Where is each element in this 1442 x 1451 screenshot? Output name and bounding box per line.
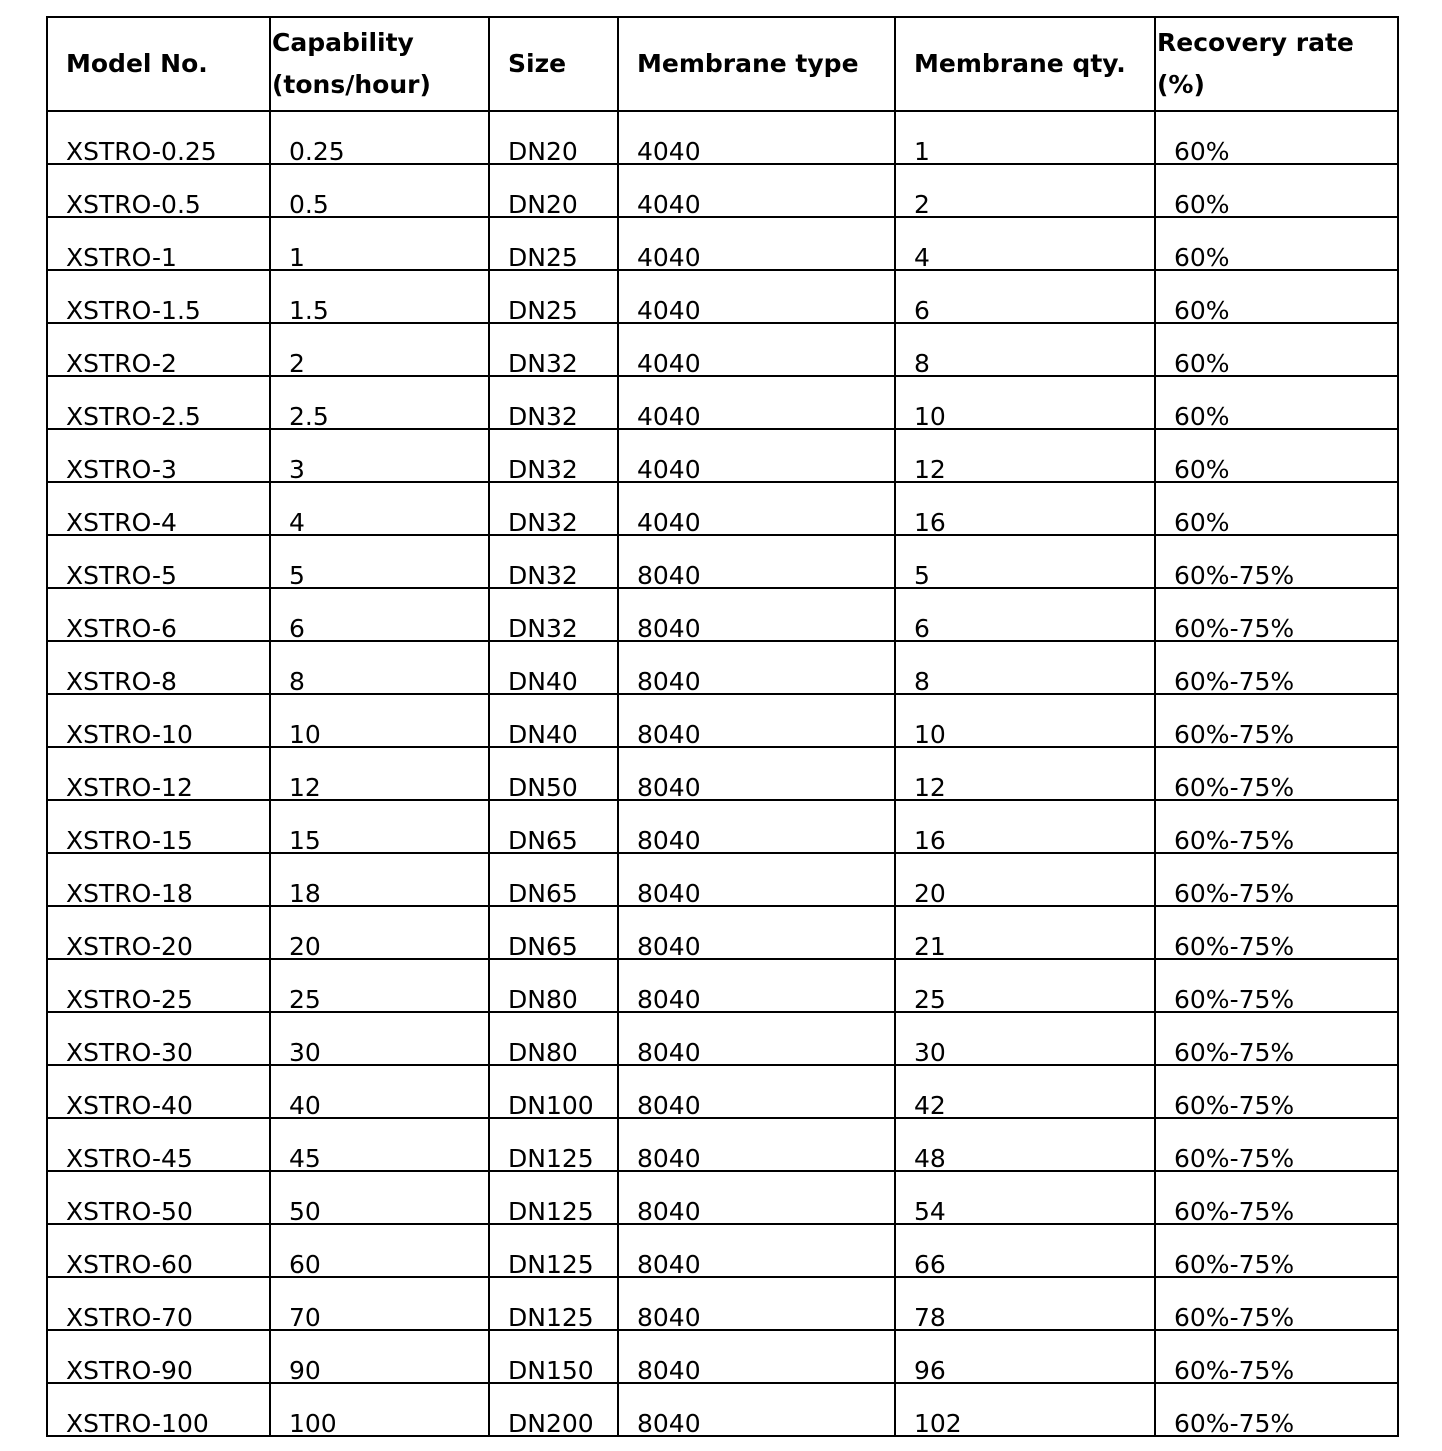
- cell-membrane-type: 8040: [618, 1171, 895, 1224]
- cell-size: DN32: [489, 323, 618, 376]
- cell-size: DN32: [489, 535, 618, 588]
- cell-recovery-rate: 60%: [1155, 482, 1398, 535]
- cell-size: DN40: [489, 694, 618, 747]
- cell-recovery-rate: 60%-75%: [1155, 1118, 1398, 1171]
- cell-capability: 5: [270, 535, 489, 588]
- table-row: [47, 959, 1398, 1012]
- cell-size: DN125: [489, 1118, 618, 1171]
- header-capability-line1: Capability: [272, 28, 414, 57]
- table-row: [47, 1171, 1398, 1224]
- cell-capability: 12: [270, 747, 489, 800]
- cell-membrane-qty: 25: [895, 959, 1155, 1012]
- cell-capability: 20: [270, 906, 489, 959]
- cell-size: DN32: [489, 482, 618, 535]
- cell-model-no: XSTRO-90: [47, 1330, 270, 1383]
- cell-membrane-type: 8040: [618, 1383, 895, 1436]
- cell-recovery-rate: 60%-75%: [1155, 959, 1398, 1012]
- cell-capability: 70: [270, 1277, 489, 1330]
- cell-size: DN20: [489, 164, 618, 217]
- cell-size: DN25: [489, 270, 618, 323]
- cell-capability: 90: [270, 1330, 489, 1383]
- cell-membrane-qty: 8: [895, 641, 1155, 694]
- cell-capability: 2.5: [270, 376, 489, 429]
- table-row: [47, 323, 1398, 376]
- cell-membrane-type: 8040: [618, 1330, 895, 1383]
- table-row: [47, 482, 1398, 535]
- table-row: [47, 270, 1398, 323]
- cell-membrane-qty: 10: [895, 376, 1155, 429]
- cell-membrane-type: 4040: [618, 323, 895, 376]
- cell-model-no: XSTRO-30: [47, 1012, 270, 1065]
- cell-membrane-qty: 16: [895, 482, 1155, 535]
- cell-membrane-qty: 6: [895, 588, 1155, 641]
- cell-membrane-type: 4040: [618, 482, 895, 535]
- header-recovery-rate-line2: (%): [1157, 70, 1205, 99]
- cell-size: DN125: [489, 1224, 618, 1277]
- cell-size: DN100: [489, 1065, 618, 1118]
- cell-recovery-rate: 60%: [1155, 111, 1398, 164]
- table-row: [47, 1065, 1398, 1118]
- cell-membrane-type: 8040: [618, 641, 895, 694]
- cell-model-no: XSTRO-25: [47, 959, 270, 1012]
- table-row: [47, 1277, 1398, 1330]
- cell-recovery-rate: 60%-75%: [1155, 1065, 1398, 1118]
- table-row: [47, 853, 1398, 906]
- cell-capability: 45: [270, 1118, 489, 1171]
- cell-capability: 2: [270, 323, 489, 376]
- cell-recovery-rate: 60%: [1155, 164, 1398, 217]
- table-row: [47, 535, 1398, 588]
- cell-membrane-qty: 6: [895, 270, 1155, 323]
- cell-model-no: XSTRO-5: [47, 535, 270, 588]
- cell-size: DN32: [489, 429, 618, 482]
- header-capability-line2: (tons/hour): [272, 70, 431, 99]
- cell-membrane-qty: 16: [895, 800, 1155, 853]
- cell-model-no: XSTRO-45: [47, 1118, 270, 1171]
- cell-capability: 0.25: [270, 111, 489, 164]
- cell-membrane-qty: 12: [895, 747, 1155, 800]
- cell-recovery-rate: 60%-75%: [1155, 906, 1398, 959]
- table-row: [47, 376, 1398, 429]
- cell-recovery-rate: 60%-75%: [1155, 747, 1398, 800]
- cell-size: DN65: [489, 906, 618, 959]
- cell-membrane-qty: 48: [895, 1118, 1155, 1171]
- cell-recovery-rate: 60%-75%: [1155, 1224, 1398, 1277]
- cell-recovery-rate: 60%-75%: [1155, 853, 1398, 906]
- cell-membrane-type: 8040: [618, 1065, 895, 1118]
- cell-membrane-type: 4040: [618, 164, 895, 217]
- cell-size: DN80: [489, 1012, 618, 1065]
- cell-membrane-qty: 1: [895, 111, 1155, 164]
- header-membrane-qty: [895, 17, 1155, 111]
- cell-membrane-type: 8040: [618, 694, 895, 747]
- cell-membrane-type: 8040: [618, 1012, 895, 1065]
- cell-recovery-rate: 60%: [1155, 270, 1398, 323]
- cell-membrane-type: 8040: [618, 1224, 895, 1277]
- cell-recovery-rate: 60%: [1155, 429, 1398, 482]
- cell-model-no: XSTRO-100: [47, 1383, 270, 1436]
- cell-membrane-qty: 10: [895, 694, 1155, 747]
- table-row: [47, 694, 1398, 747]
- cell-capability: 18: [270, 853, 489, 906]
- cell-capability: 50: [270, 1171, 489, 1224]
- cell-model-no: XSTRO-2.5: [47, 376, 270, 429]
- cell-membrane-type: 8040: [618, 959, 895, 1012]
- header-row: [47, 17, 1398, 111]
- cell-capability: 60: [270, 1224, 489, 1277]
- cell-size: DN25: [489, 217, 618, 270]
- cell-membrane-qty: 96: [895, 1330, 1155, 1383]
- cell-size: DN40: [489, 641, 618, 694]
- cell-recovery-rate: 60%: [1155, 376, 1398, 429]
- table-row: [47, 1330, 1398, 1383]
- cell-model-no: XSTRO-4: [47, 482, 270, 535]
- cell-membrane-qty: 20: [895, 853, 1155, 906]
- table-row: [47, 1383, 1398, 1436]
- cell-recovery-rate: 60%-75%: [1155, 1277, 1398, 1330]
- cell-recovery-rate: 60%-75%: [1155, 641, 1398, 694]
- cell-model-no: XSTRO-0.5: [47, 164, 270, 217]
- cell-size: DN65: [489, 853, 618, 906]
- cell-recovery-rate: 60%: [1155, 323, 1398, 376]
- cell-capability: 15: [270, 800, 489, 853]
- cell-membrane-type: 8040: [618, 1118, 895, 1171]
- header-capability: [270, 17, 489, 111]
- cell-size: DN200: [489, 1383, 618, 1436]
- cell-capability: 4: [270, 482, 489, 535]
- cell-model-no: XSTRO-15: [47, 800, 270, 853]
- cell-model-no: XSTRO-10: [47, 694, 270, 747]
- cell-capability: 8: [270, 641, 489, 694]
- header-membrane-type: [618, 17, 895, 111]
- cell-size: DN125: [489, 1277, 618, 1330]
- cell-model-no: XSTRO-8: [47, 641, 270, 694]
- cell-model-no: XSTRO-40: [47, 1065, 270, 1118]
- cell-size: DN150: [489, 1330, 618, 1383]
- header-membrane-qty-label: Membrane qty.: [914, 49, 1126, 78]
- table-row: [47, 1118, 1398, 1171]
- cell-membrane-type: 4040: [618, 217, 895, 270]
- table-row: [47, 111, 1398, 164]
- cell-size: DN125: [489, 1171, 618, 1224]
- cell-membrane-type: 4040: [618, 429, 895, 482]
- cell-recovery-rate: 60%-75%: [1155, 535, 1398, 588]
- cell-model-no: XSTRO-50: [47, 1171, 270, 1224]
- cell-capability: 10: [270, 694, 489, 747]
- table-row: [47, 747, 1398, 800]
- cell-recovery-rate: 60%-75%: [1155, 694, 1398, 747]
- table-row: [47, 1012, 1398, 1065]
- cell-membrane-type: 8040: [618, 1277, 895, 1330]
- header-size: [489, 17, 618, 111]
- cell-size: DN80: [489, 959, 618, 1012]
- cell-capability: 1.5: [270, 270, 489, 323]
- cell-membrane-qty: 66: [895, 1224, 1155, 1277]
- cell-model-no: XSTRO-1: [47, 217, 270, 270]
- cell-capability: 40: [270, 1065, 489, 1118]
- table-row: [47, 217, 1398, 270]
- cell-membrane-type: 8040: [618, 588, 895, 641]
- table-row: [47, 906, 1398, 959]
- header-recovery-rate-line1: Recovery rate: [1157, 28, 1354, 57]
- cell-membrane-type: 4040: [618, 111, 895, 164]
- table-row: [47, 1224, 1398, 1277]
- header-recovery-rate: [1155, 17, 1398, 111]
- cell-capability: 6: [270, 588, 489, 641]
- cell-membrane-qty: 21: [895, 906, 1155, 959]
- table-row: [47, 800, 1398, 853]
- cell-membrane-qty: 5: [895, 535, 1155, 588]
- cell-capability: 0.5: [270, 164, 489, 217]
- table-row: [47, 429, 1398, 482]
- cell-recovery-rate: 60%-75%: [1155, 588, 1398, 641]
- cell-membrane-qty: 42: [895, 1065, 1155, 1118]
- cell-membrane-type: 8040: [618, 906, 895, 959]
- spec-table: [46, 16, 1399, 1437]
- table-row: [47, 164, 1398, 217]
- header-membrane-type-label: Membrane type: [637, 49, 859, 78]
- cell-membrane-type: 4040: [618, 270, 895, 323]
- cell-membrane-qty: 102: [895, 1383, 1155, 1436]
- cell-recovery-rate: 60%-75%: [1155, 800, 1398, 853]
- header-model-no: [47, 17, 270, 111]
- cell-size: DN20: [489, 111, 618, 164]
- cell-membrane-qty: 8: [895, 323, 1155, 376]
- spec-table-container: [46, 16, 1397, 1437]
- cell-membrane-type: 8040: [618, 853, 895, 906]
- cell-capability: 30: [270, 1012, 489, 1065]
- cell-model-no: XSTRO-18: [47, 853, 270, 906]
- cell-recovery-rate: 60%-75%: [1155, 1383, 1398, 1436]
- cell-recovery-rate: 60%: [1155, 217, 1398, 270]
- cell-size: DN50: [489, 747, 618, 800]
- cell-capability: 25: [270, 959, 489, 1012]
- cell-membrane-qty: 4: [895, 217, 1155, 270]
- cell-membrane-type: 4040: [618, 376, 895, 429]
- cell-recovery-rate: 60%-75%: [1155, 1330, 1398, 1383]
- cell-membrane-qty: 54: [895, 1171, 1155, 1224]
- cell-model-no: XSTRO-12: [47, 747, 270, 800]
- cell-membrane-qty: 2: [895, 164, 1155, 217]
- header-size-label: Size: [508, 49, 567, 78]
- header-model-no-label: Model No.: [66, 49, 208, 78]
- cell-membrane-type: 8040: [618, 747, 895, 800]
- cell-capability: 3: [270, 429, 489, 482]
- cell-capability: 1: [270, 217, 489, 270]
- cell-model-no: XSTRO-1.5: [47, 270, 270, 323]
- cell-membrane-qty: 78: [895, 1277, 1155, 1330]
- cell-size: DN32: [489, 588, 618, 641]
- table-row: [47, 641, 1398, 694]
- cell-model-no: XSTRO-20: [47, 906, 270, 959]
- cell-model-no: XSTRO-70: [47, 1277, 270, 1330]
- cell-model-no: XSTRO-3: [47, 429, 270, 482]
- table-row: [47, 588, 1398, 641]
- cell-model-no: XSTRO-60: [47, 1224, 270, 1277]
- cell-membrane-type: 8040: [618, 800, 895, 853]
- cell-size: DN32: [489, 376, 618, 429]
- cell-size: DN65: [489, 800, 618, 853]
- cell-model-no: XSTRO-2: [47, 323, 270, 376]
- table-header: [47, 17, 1398, 111]
- cell-model-no: XSTRO-6: [47, 588, 270, 641]
- cell-model-no: XSTRO-0.25: [47, 111, 270, 164]
- cell-recovery-rate: 60%-75%: [1155, 1012, 1398, 1065]
- cell-recovery-rate: 60%-75%: [1155, 1171, 1398, 1224]
- cell-capability: 100: [270, 1383, 489, 1436]
- cell-membrane-type: 8040: [618, 535, 895, 588]
- table-body: [47, 111, 1398, 1436]
- cell-membrane-qty: 30: [895, 1012, 1155, 1065]
- cell-membrane-qty: 12: [895, 429, 1155, 482]
